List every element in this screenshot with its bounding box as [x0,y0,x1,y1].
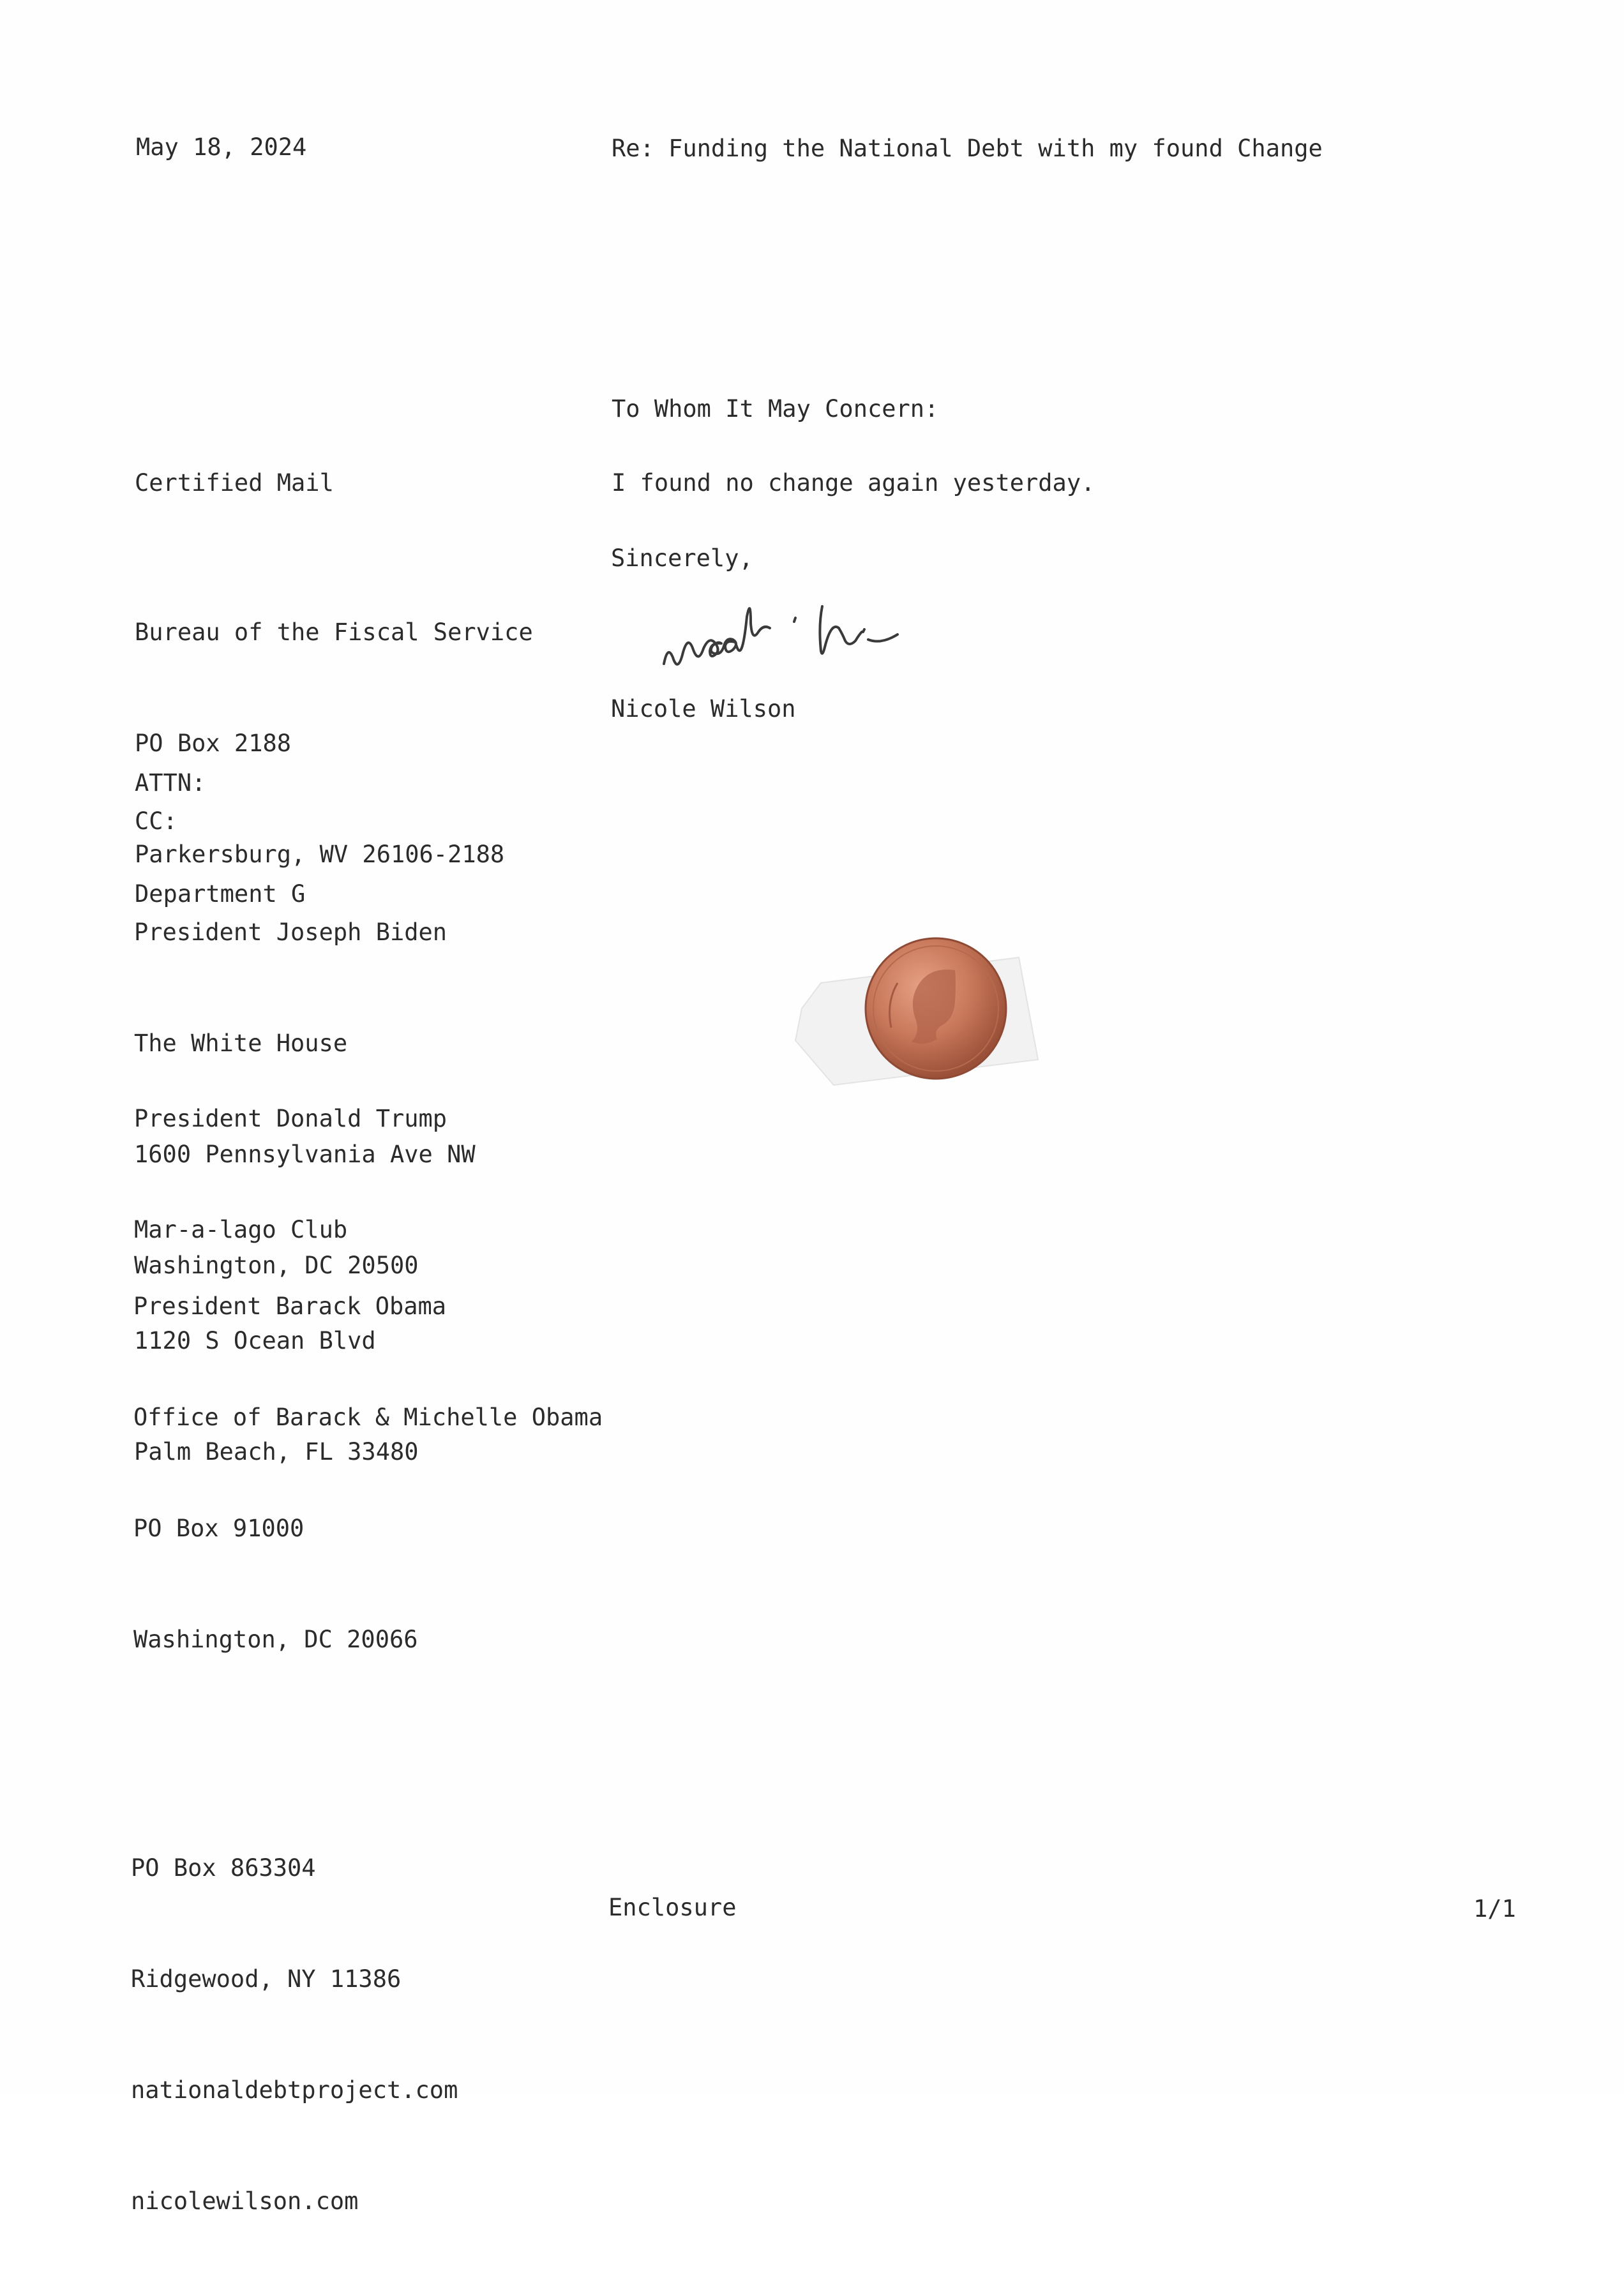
delivery-method: Certified Mail [135,469,334,497]
cc-recipient [133,1214,603,1732]
sender-name: Nicole Wilson [611,695,796,723]
address-line: Washington, DC 20500 [134,1252,419,1279]
address-line: President Donald Trump [134,1105,447,1132]
return-address-line: PO Box 863304 [131,1854,316,1882]
address-line: Bureau of the Fiscal Service [135,618,533,646]
cc-label: CC: [135,807,177,835]
address-line: President Barack Obama [133,1293,447,1320]
return-address-line: Ridgewood, NY 11386 [131,1965,402,1993]
page-number: 1/1 [1473,1895,1516,1923]
address-line: Office of Barack & Michelle Obama [133,1404,603,1431]
subject-line: Re: Funding the National Debt with my found Change [612,135,1323,162]
address-line: PO Box 91000 [133,1515,304,1542]
address-line: President Joseph Biden [134,918,447,946]
website-link[interactable]: nicolewilson.com [131,2187,359,2215]
signature [658,594,964,689]
enclosure-label: Enclosure [608,1894,737,1921]
address-line: 1600 Pennsylvania Ave NW [134,1141,476,1168]
return-address [131,1776,458,2294]
closing: Sincerely, [611,544,753,572]
attn-value: Department G [135,880,306,908]
penny-coin-icon [789,913,1044,1117]
address-line: The White House [134,1030,348,1057]
address-line: 1120 S Ocean Blvd [134,1327,376,1354]
website-link[interactable]: nationaldebtproject.com [131,2076,458,2104]
salutation: To Whom It May Concern: [612,395,939,423]
attn-label: ATTN: [135,769,206,797]
body-text: I found no change again yesterday. [612,469,1095,497]
address-line: Palm Beach, FL 33480 [134,1438,419,1466]
letter-date: May 18, 2024 [136,133,307,161]
address-line: Washington, DC 20066 [133,1626,418,1653]
address-line: Parkersburg, WV 26106-2188 [135,841,505,868]
address-line: Mar-a-lago Club [134,1216,348,1243]
address-line: PO Box 2188 [135,730,292,757]
